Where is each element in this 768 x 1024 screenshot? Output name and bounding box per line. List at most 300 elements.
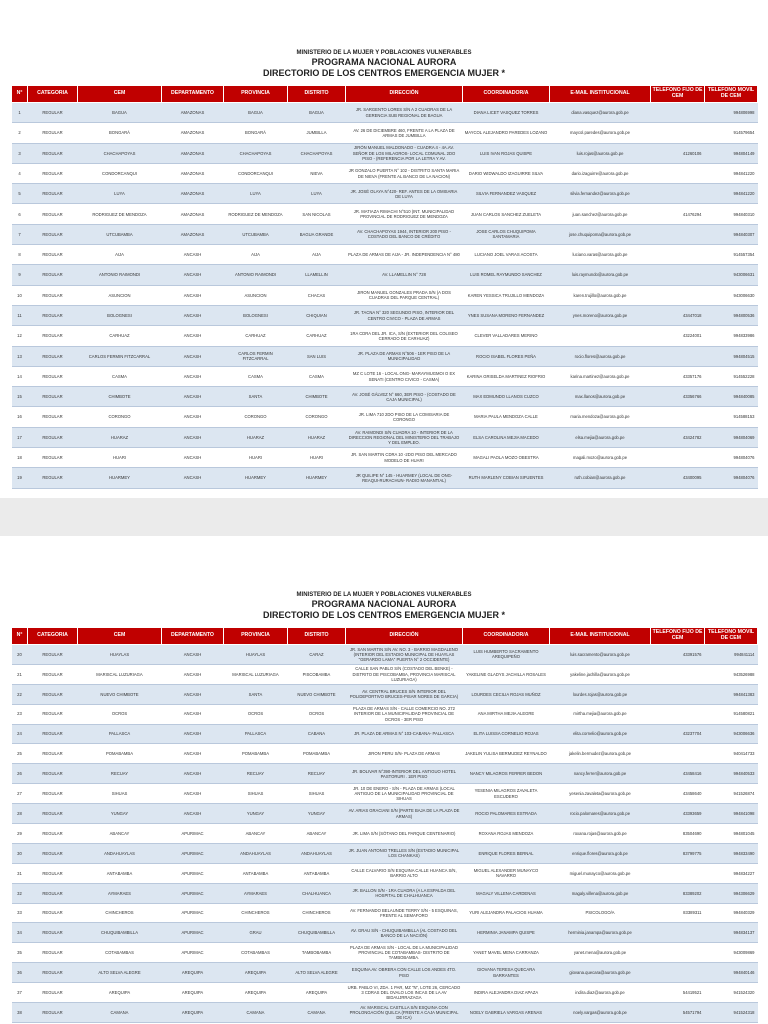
row-number: 6 [12,204,28,224]
address-cell: JR. BOLIVAR N°390-INTERIOR DEL ANTIGUO HOTEL PASTORURI . 1ER PISO [346,764,463,784]
mobile-cell: 994841114 [705,645,758,665]
province-cell: ASUNCION [224,285,288,305]
coordinator-cell: KAREN YESSICA TRUJILLO MENDOZA [463,285,550,305]
coordinator-cell: JOSE CARLOS CHUQUIPOMA SANTAMARIA [463,224,550,244]
landline-cell: 43356766 [651,387,705,407]
cem-cell: POMABAMBA [78,744,162,764]
district-cell: NUEVO CHIMBOTE [288,684,346,704]
address-cell: ESQUINA AV. OBRERA CON CALLE LOS ANDES 4TO. PISO [346,963,463,983]
province-cell: HUARAZ [224,427,288,447]
cem-cell: CARLOS FERMIN FITZCARRAL [78,346,162,366]
province-cell: HUARI [224,448,288,468]
province-cell: CHINCHEROS [224,903,288,923]
mobile-cell: 914588153 [705,407,758,427]
category-cell: REGULAR [28,387,78,407]
email-cell: jose.chuquipoma@aurora.gob.pe [550,224,651,244]
landline-cell [651,407,705,427]
table-row [12,804,758,824]
table-row [12,184,758,204]
mobile-cell: 994840146 [705,963,758,983]
department-cell: APURIMAC [162,903,224,923]
cem-cell: ASUNCION [78,285,162,305]
column-header: TELEFONO MOVIL DE CEM [705,628,758,645]
landline-cell: 83389202 [651,883,705,903]
column-header: CATEGORIA [28,628,78,645]
cem-cell: PALLASCA [78,724,162,744]
district-cell: BAGUA [288,103,346,123]
province-cell: CASMA [224,366,288,386]
coordinator-cell: ANA MIRTHA MEJIA ALEGRE [463,704,550,724]
row-number: 4 [12,163,28,183]
coordinator-cell: LOURDES CECILIA ROJAS MUÑOZ [463,684,550,704]
page-header [0,50,768,78]
column-header: TELEFONO MOVIL DE CEM [705,86,758,103]
district-cell: CHALHUANCA [288,883,346,903]
district-cell: CHINCHEROS [288,903,346,923]
landline-cell [651,265,705,285]
address-cell: JR. JUAN ANTONIO TRELLES S/N (ESTADIO MUNICIPAL LOS CHANKAS) [346,843,463,863]
email-cell: magali.mozo@aurora.gob.pe [550,448,651,468]
table-row [12,684,758,704]
mobile-cell: 914552228 [705,366,758,386]
mobile-cell: 994841220 [705,184,758,204]
mobile-cell: 941526874 [705,784,758,804]
category-cell: REGULAR [28,923,78,943]
district-cell: LLAMELLIN [288,265,346,285]
row-number: 26 [12,764,28,784]
row-number: 24 [12,724,28,744]
province-cell: RECUAY [224,764,288,784]
district-cell: HUARAZ [288,427,346,447]
district-cell: NIEVA [288,163,346,183]
row-number: 14 [12,366,28,386]
address-cell: AV. CENTRAL BRUCES S/N INTERIOR DEL POLIDEPORTIVO BRUCES-PISAR NORES DE GARCIA) [346,684,463,704]
email-cell: karen.trujillo@aurora.gob.pe [550,285,651,305]
row-number: 3 [12,143,28,163]
landline-cell [651,664,705,684]
department-cell: APURIMAC [162,943,224,963]
coordinator-cell: MAGALI PAOLA MOZO OBESTRA [463,448,550,468]
cem-cell: COTABAMBAS [78,943,162,963]
email-cell: luis.sacramento@aurora.gob.pe [550,645,651,665]
province-cell: AREQUIPA [224,963,288,983]
address-cell: AV. FERNANDO BELAUNDE TERRY S/N - 5 ESQUINAS, FRENTE AL SEMAFORO [346,903,463,923]
email-cell: rocio.flores@aurora.gob.pe [550,346,651,366]
department-cell: AMAZONAS [162,123,224,143]
email-cell: maria.mendoza@aurora.gob.pe [550,407,651,427]
cem-cell: UTCUBAMBA [78,224,162,244]
table-row [12,983,758,1003]
coordinator-cell: ENRIQUE FLORES BERNAL [463,843,550,863]
table-row [12,704,758,724]
row-number: 36 [12,963,28,983]
table-row [12,265,758,285]
address-cell: 1RA CDRA DEL JR. ICA, S/N (EXTERIOR DEL COLISEO CERRADO DE CARHUAZ) [346,326,463,346]
department-cell: ANCASH [162,664,224,684]
category-cell: REGULAR [28,163,78,183]
email-cell: yesenia.zavaleta@aurora.gob.pe [550,784,651,804]
table-row [12,305,758,325]
table-row [12,903,758,923]
mobile-cell: 994840533 [705,764,758,784]
province-cell: PALLASCA [224,724,288,744]
landline-cell: 43393659 [651,804,705,824]
province-cell: ANTONIO RAIMONDI [224,265,288,285]
table-row [12,103,758,123]
table-row [12,724,758,744]
row-number: 2 [12,123,28,143]
province-cell: HUAYLAS [224,645,288,665]
table-row [12,448,758,468]
row-number: 34 [12,923,28,943]
district-cell: CHIQUIAN [288,305,346,325]
district-cell: CASMA [288,366,346,386]
row-number: 30 [12,843,28,863]
coordinator-cell: YNES SUSANA MORENO FERNANDEZ [463,305,550,325]
district-cell: SIHUAS [288,784,346,804]
cem-cell: CHIMBOTE [78,387,162,407]
cem-cell: ALTO SELVA ALEGRE [78,963,162,983]
mobile-cell: 994834137 [705,923,758,943]
row-number: 35 [12,943,28,963]
cem-cell: MARISCAL LUZURIAGA [78,664,162,684]
landline-cell [651,943,705,963]
cem-cell: CHUQUIBAMBILLA [78,923,162,943]
department-cell: APURIMAC [162,843,224,863]
email-cell: luis.rojas@aurora.gob.pe [550,143,651,163]
table-row [12,245,758,265]
coordinator-cell: JUAN CARLOS SANCHEZ ZUELETA [463,204,550,224]
landline-cell [651,245,705,265]
table-row [12,744,758,764]
department-cell: ANCASH [162,684,224,704]
document-page-1 [0,0,768,498]
address-cell: PLAZA DE ARMAS S/N - CALLE COMERCIO NO. 272 INTERIOR DE LA MUNICIPALIDAD PROVINCIAL DE OCROS - 3ER PISO [346,704,463,724]
department-cell: APURIMAC [162,923,224,943]
landline-cell: 54419521 [651,983,705,1003]
cem-cell: HUARI [78,448,162,468]
column-header: CEM [78,86,162,103]
province-cell: MARISCAL LUZURIAGA [224,664,288,684]
email-cell: elita.cornelio@aurora.gob.pe [550,724,651,744]
category-cell: REGULAR [28,784,78,804]
table-row [12,224,758,244]
address-cell: JR. 10 DE ENERO - S/N - PLAZA DE ARMAS (LOCAL ANTIGUO DE LA MUNICIPALIDAD PROVINCIAL DE SIHUAS [346,784,463,804]
province-cell: CAMANA [224,1003,288,1023]
row-number: 20 [12,645,28,665]
address-cell: JR. LIMA S/N (SÓTANO DEL PARQUE CENTENARIO) [346,824,463,844]
province-cell: BAGUA [224,103,288,123]
district-cell: RECUAY [288,764,346,784]
email-cell: magaly.villena@aurora.gob.pe [550,883,651,903]
department-cell: AMAZONAS [162,143,224,163]
coordinator-cell: YANET MAVEL MENA CARRANZA [463,943,550,963]
landline-cell: 43458640 [651,784,705,804]
landline-cell: 83389311 [651,903,705,923]
table-row [12,366,758,386]
cem-cell: HUAYLAS [78,645,162,665]
province-cell: CORONGO [224,407,288,427]
department-cell: ANCASH [162,448,224,468]
address-cell: JR. TACNA N° 320 SEGUNDO PISO, INTERIOR DEL CENTRO CIVICO - PLAZA DE ARMAS [346,305,463,325]
coordinator-cell: MIGUEL ALEXANDER MUNAYCO NAVARRO [463,863,550,883]
landline-cell: 43224001 [651,326,705,346]
district-cell: AREQUIPA [288,983,346,1003]
table-body [12,645,758,1023]
department-cell: ANCASH [162,366,224,386]
email-cell: noely.vargas@aurora.gob.pe [550,1003,651,1023]
coordinator-cell: ROXANA ROJAS MENDOZA [463,824,550,844]
landline-cell: 41476294 [651,204,705,224]
district-cell: CABANA [288,724,346,744]
category-cell: REGULAR [28,448,78,468]
coordinator-cell: NANCY MILAGROS FERRER BEDON [463,764,550,784]
email-cell: silvia.fernandez@aurora.gob.pe [550,184,651,204]
landline-cell: 83799775 [651,843,705,863]
address-cell: MZ C LOTE 16 - LOCAL ONG- MARAYMUGMOI O EX SENATI (CENTRO CIVICO - CASMA) [346,366,463,386]
category-cell: REGULAR [28,684,78,704]
cem-cell: RECUAY [78,764,162,784]
landline-cell: 43458416 [651,764,705,784]
category-cell: REGULAR [28,224,78,244]
address-cell: AV. LLAMELLIN N° 728 [346,265,463,285]
address-cell: CALLE SAN PABLO S/N (COSTADO DEL BENKE) - DISTRITO DE PISCOBAMBA, PROVINCIA MARISCAL LUZURIAGA) [346,664,463,684]
mobile-cell: 940414733 [705,744,758,764]
coordinator-cell: NOELY GABRIELA VARGAS ARENAS [463,1003,550,1023]
district-cell: ANDAHUAYLAS [288,843,346,863]
row-number: 21 [12,664,28,684]
category-cell: REGULAR [28,943,78,963]
landline-cell [651,744,705,764]
category-cell: REGULAR [28,326,78,346]
row-number: 1 [12,103,28,123]
coordinator-cell: YESENIA MILAGROS ZAVALETA ESCUDERO [463,784,550,804]
province-cell: SANTA [224,387,288,407]
coordinator-cell: LUIS HUMBERTO SACRAMENTO AREQUIPEÑO [463,645,550,665]
landline-cell: 83504690 [651,824,705,844]
landline-cell: 43391576 [651,645,705,665]
cem-cell: BAGUA [78,103,162,123]
category-cell: REGULAR [28,744,78,764]
landline-cell [651,123,705,143]
category-cell: REGULAR [28,305,78,325]
row-number: 8 [12,245,28,265]
cem-cell: ANTABAMBA [78,863,162,883]
department-cell: ANCASH [162,427,224,447]
department-cell: ANCASH [162,764,224,784]
mobile-cell: 943006630 [705,285,758,305]
mobile-cell: 994841220 [705,163,758,183]
email-cell [550,326,651,346]
directory-title: DIRECTORIO DE LOS CENTROS EMERGENCIA MUJER * [262,68,506,78]
column-header: CATEGORIA [28,86,78,103]
row-number: 25 [12,744,28,764]
column-header: TELEFONO FIJO DE CEM [651,86,705,103]
district-cell: TAMBOBAMBA [288,943,346,963]
table-row [12,645,758,665]
column-header: TELEFONO FIJO DE CEM [651,628,705,645]
category-cell: REGULAR [28,764,78,784]
province-cell: ABANCAY [224,824,288,844]
coordinator-cell: ELSA CAROLINA MEJIA MACEDO [463,427,550,447]
coordinator-cell: MAGALY VILLENA CARDENAS [463,883,550,903]
cem-cell: CHACHAPOYAS [78,143,162,163]
address-cell: URB. PABLO VI, ZDA. 1 PAR, MZ "N", LOTE 26, CERCADO 3 CDRAS DEL OVALO LOS INCAS DE LA AV BIDAUJRRAZAGA [346,983,463,1003]
address-cell: AV. CHACHAPOYAS 1944, INTERIOR 200 PISO - COSTADO DEL BANCO DE CRÉDITO [346,224,463,244]
table-row [12,407,758,427]
cem-cell: ANTONIO RAIMONDI [78,265,162,285]
table-row [12,468,758,488]
department-cell: ANCASH [162,407,224,427]
email-cell: miguel.munayco@aurora.gob.pe [550,863,651,883]
category-cell: REGULAR [28,204,78,224]
landline-cell [651,448,705,468]
category-cell: REGULAR [28,983,78,1003]
ministry-title: MINISTERIO DE LA MUJER Y POBLACIONES VULNERABLES [296,50,472,56]
landline-cell [651,285,705,305]
mobile-cell: 994306629 [705,883,758,903]
table-row [12,863,758,883]
department-cell: ANCASH [162,645,224,665]
row-number: 29 [12,824,28,844]
column-header: PROVINCIA [224,628,288,645]
email-cell: maycol.paredes@aurora.gob.pe [550,123,651,143]
department-cell: ANCASH [162,468,224,488]
province-cell: CARHUAZ [224,326,288,346]
coordinator-cell: JAKELIN YULISA BERMUDEZ REYNALDO [463,744,550,764]
category-cell: REGULAR [28,427,78,447]
cem-cell: BOLOGNESI [78,305,162,325]
category-cell: REGULAR [28,704,78,724]
province-cell: CHACHAPOYAS [224,143,288,163]
category-cell: REGULAR [28,824,78,844]
row-number: 33 [12,903,28,923]
email-cell: PSICOLOGO/A [550,903,651,923]
email-cell: luciano.varas@aurora.gob.pe [550,245,651,265]
directory-title: DIRECTORIO DE LOS CENTROS EMERGENCIA MUJER * [262,610,506,620]
address-cell: JR. JOSÉ OLAYA N°420- REF. ANTES DE LA OMISARIA DE LUYA [346,184,463,204]
cem-cell: SIHUAS [78,784,162,804]
department-cell: ANCASH [162,744,224,764]
coordinator-cell: DIANA LICET VASQUEZ TORRES [463,103,550,123]
address-cell: AV. RAIMONDI S/N CUADRA 10 - INTERIOR DE LA DIRECCION REGIONAL DEL MINISTERIO DEL TRABAJO Y DEL EMPLEO. [346,427,463,447]
email-cell: yanet.mena@aurora.gob.pe [550,943,651,963]
department-cell: APURIMAC [162,883,224,903]
cem-cell: RODRIGUEZ DE MENDOZA [78,204,162,224]
email-cell: jakelin.bermudez@aurora.gob.pe [550,744,651,764]
cem-cell: ABANCAY [78,824,162,844]
column-header: E-MAIL INSTITUCIONAL [550,86,651,103]
column-header: DEPARTAMENTO [162,86,224,103]
row-number: 9 [12,265,28,285]
department-cell: ANCASH [162,245,224,265]
document-page-2 [0,536,768,1024]
province-cell: CARLOS FERMIN FITZCARRAL [224,346,288,366]
landline-cell: 43237704 [651,724,705,744]
department-cell: AMAZONAS [162,163,224,183]
mobile-cell: 914557354 [705,245,758,265]
mobile-cell: 941524320 [705,983,758,1003]
district-cell: CHACAS [288,285,346,305]
department-cell: ANCASH [162,265,224,285]
address-cell: JIRON MANUEL GONZALES PRADA S/N (A DOS CUADRAS DEL PARQUE CENTRAL) [346,285,463,305]
mobile-cell: 994833986 [705,326,758,346]
province-cell: SIHUAS [224,784,288,804]
district-cell: CHIMBOTE [288,387,346,407]
category-cell: REGULAR [28,366,78,386]
cem-cell: CORONGO [78,407,162,427]
table-row [12,923,758,943]
table-row [12,883,758,903]
landline-cell [651,346,705,366]
cem-cell: AIJA [78,245,162,265]
table-body [12,103,758,489]
column-header: DEPARTAMENTO [162,628,224,645]
table-row [12,764,758,784]
mobile-cell: 914579654 [705,123,758,143]
address-cell: JR. SAN MARTIN S/N AV. NO. 3 - BARRIO MAGDALENO (INTERIOR DEL ESTADIO MUNICIPAL DE HUAYLAS "GERARDO LAMA" PUERTA N° 2 OCCIDENTE) [346,645,463,665]
coordinator-cell: HERMINIA JANAMPA QUISPE [463,923,550,943]
mobile-cell: 914580821 [705,704,758,724]
province-cell: HUARMEY [224,468,288,488]
mobile-cell: 994804076 [705,468,758,488]
program-title: PROGRAMA NACIONAL AURORA [311,57,457,67]
province-cell: AYMARAES [224,883,288,903]
email-cell: diana.vasquez@aurora.gob.pe [550,103,651,123]
row-number: 12 [12,326,28,346]
table-row [12,285,758,305]
department-cell: APURIMAC [162,863,224,883]
coordinator-cell: ROCIO ISABEL FLORES PEÑA [463,346,550,366]
program-title: PROGRAMA NACIONAL AURORA [311,599,457,609]
directory-table [11,85,758,489]
mobile-cell: 994804149 [705,143,758,163]
table-row [12,963,758,983]
table-row [12,326,758,346]
mobile-cell: 994800536 [705,305,758,325]
province-cell: AREQUIPA [224,983,288,1003]
cem-cell: LUYA [78,184,162,204]
address-cell: JR. BALLON S/N - 1RA CUADRA (A LA ESPALDA DEL HOSPITAL DE CHALHUANCA [346,883,463,903]
department-cell: ANCASH [162,285,224,305]
province-cell: COTABAMBAS [224,943,288,963]
email-cell: juan.sanchez@aurora.gob.pe [550,204,651,224]
row-number: 11 [12,305,28,325]
province-cell: ANDAHUAYLAS [224,843,288,863]
email-cell: max.llanos@aurora.gob.pe [550,387,651,407]
mobile-cell: 994804515 [705,346,758,366]
column-header: COORDINADOR/A [463,86,550,103]
district-cell: POMABAMBA [288,744,346,764]
category-cell: REGULAR [28,184,78,204]
table-row [12,163,758,183]
coordinator-cell: MAYCOL ALEJANDRO PAREDES LOZANO [463,123,550,143]
email-cell: dario.izaguirre@aurora.gob.pe [550,163,651,183]
category-cell: REGULAR [28,843,78,863]
coordinator-cell: LUIS ROMEL RAYMUNDO SANCHEZ [463,265,550,285]
table-row [12,346,758,366]
district-cell: LUYA [288,184,346,204]
province-cell: BONGARÁ [224,123,288,143]
address-cell: JIRON PERU S/N- PLAZA DE ARMAS [346,744,463,764]
cem-cell: OCROS [78,704,162,724]
cem-cell: BONGARÁ [78,123,162,143]
category-cell: REGULAR [28,407,78,427]
column-header: E-MAIL INSTITUCIONAL [550,628,651,645]
coordinator-cell: ROCIO PALOMARES ESTRADA [463,804,550,824]
email-cell: nancy.ferrer@aurora.gob.pe [550,764,651,784]
mobile-cell: 994841098 [705,804,758,824]
